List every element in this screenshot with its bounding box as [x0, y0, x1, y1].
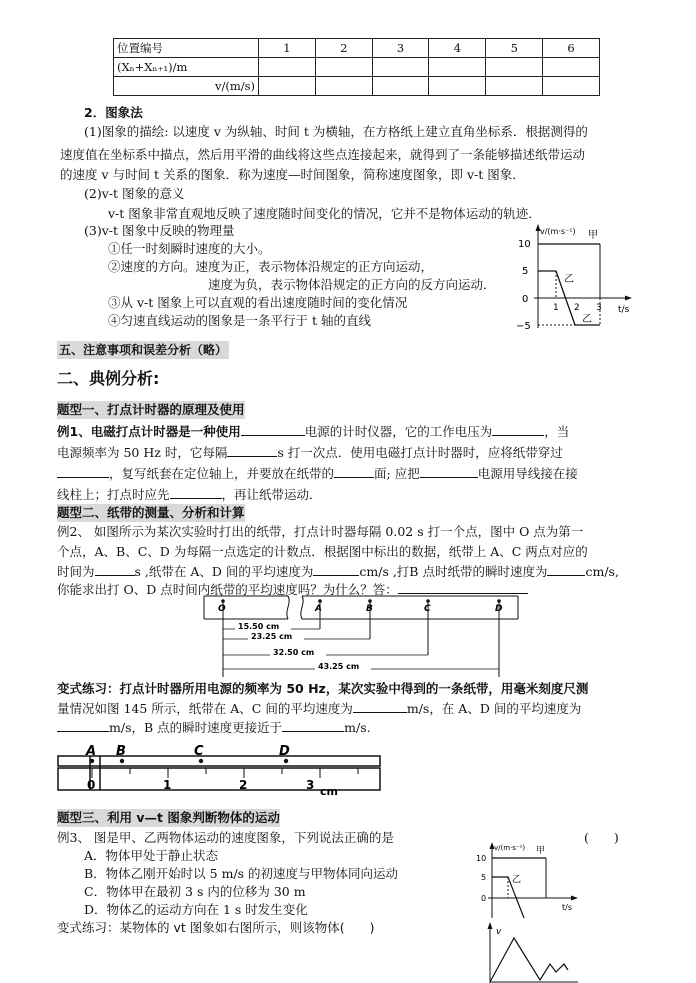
ruler-number: 3: [306, 778, 315, 792]
paragraph-line: (2)v-t 图象的意义: [84, 186, 185, 201]
ruler-unit: cm: [320, 785, 338, 798]
paragraph-line: 的速度 v 与时间 t 关系的图象．称为速度—时间图象，简称速度图象，即 v-t 图象．: [60, 167, 525, 182]
ruler-diagram: [56, 742, 386, 798]
table-row: [114, 77, 600, 96]
ruler-number: 2: [239, 778, 248, 792]
paragraph-line: 例1、电磁打点计时器是一种使用 电源的计时仪器，它的工作电压为 ，当: [57, 424, 570, 439]
x-axis-label: t/s: [562, 903, 572, 912]
list-item: ③从 v-t 图象上可以直观的看出速度随时间的变化情况: [108, 295, 408, 310]
paragraph-line: v-t 图象非常直观地反映了速度随时间变化的情况，它并不是物体运动的轨迹．: [108, 206, 541, 221]
ruler-number: 1: [163, 778, 172, 792]
table-cell: 6: [543, 39, 600, 58]
topic-title: 题型一、打点计时器的原理及使用: [57, 402, 245, 417]
option-a: A．物体甲处于静止状态: [84, 848, 219, 863]
point-label: A: [315, 604, 322, 614]
tick-label: 5: [522, 266, 529, 277]
paragraph-line: 变式练习：某物体的 vt 图象如右图所示，则该物体( ): [57, 920, 375, 935]
tick-label: 10: [518, 239, 531, 250]
distance-label: 15.50 cm: [238, 622, 280, 631]
table-cell: v/(m/s): [114, 77, 259, 96]
vt-graph-1: [508, 222, 648, 334]
paragraph-line: 线柱上；打点时应先 ，再让纸带运动．: [57, 487, 322, 502]
list-item: ②速度的方向。速度为正，表示物体沿规定的正方向运动，: [108, 259, 434, 274]
table-cell: 位置编号: [114, 39, 259, 58]
paragraph-line: 电源频率为 50 Hz 时，它每隔 s 打一次点．使用电磁打点计时器时，应将纸带穿过: [57, 445, 563, 460]
tick-label: 10: [476, 854, 487, 863]
table-cell: 3: [372, 39, 429, 58]
paragraph-line: 例2、 如图所示为某次实验时打出的纸带，打点计时器每隔 0.02 s 打一个点，图中 O 点为第一: [57, 524, 584, 539]
distance-label: 32.50 cm: [273, 648, 315, 657]
point-label: A: [86, 744, 97, 759]
paragraph-line: 变式练习：打点计时器所用电源的频率为 50 Hz，某次实验中得到的一条纸带，用毫米刻度尺测: [57, 681, 589, 696]
paragraph-line: 个点，A、B、C、D 为每隔一点选定的计数点．根据图中标出的数据，纸带上 A、C 两点对应的: [57, 544, 588, 559]
distance-label: 43.25 cm: [318, 662, 360, 671]
y-axis-label: v: [496, 927, 502, 937]
paragraph-line: 速度值在坐标系中描点，然后用平滑的曲线将这些点连接起来，就得到了一条能够描述纸带运动: [60, 147, 586, 162]
table-cell: 2: [315, 39, 372, 58]
list-item: 速度为负，表示物体沿规定的正方向的反方向运动．: [208, 277, 496, 292]
list-item: ④匀速直线运动的图象是一条平行于 t 轴的直线: [108, 313, 371, 328]
paragraph-line: m/s，B 点的瞬时速度更接近于 m/s.: [57, 718, 371, 737]
series-label: 乙: [564, 274, 574, 285]
vt-graph-2: [474, 840, 586, 920]
x-axis-label: t/s: [618, 305, 630, 315]
distance-label: 23.25 cm: [251, 632, 293, 641]
paragraph-line: 量情况如图 145 所示，纸带在 A、C 间的平均速度为 m/s，在 A、D 间的平均速度为: [57, 701, 582, 716]
tick-label: 0: [481, 894, 487, 903]
series-label: 乙: [582, 314, 592, 325]
paragraph-line: (1)图象的描绘: 以速度 v 为纵轴、时间 t 为横轴，在方格纸上建立直角坐标系．根据测得的: [84, 124, 588, 139]
tick-label: 2: [574, 303, 580, 313]
section-heading: 二、典例分析:: [57, 369, 160, 388]
paper-tape-diagram: [200, 593, 525, 677]
table-row: [114, 39, 600, 58]
list-item: ①任一时刻瞬时速度的大小。: [108, 241, 271, 256]
option-c: C．物体甲在最初 3 s 内的位移为 30 m: [84, 884, 306, 899]
section-heading: 2．图象法: [84, 105, 143, 120]
y-axis-label: v/(m·s⁻¹): [540, 227, 576, 236]
table-cell: 5: [486, 39, 543, 58]
point-label: B: [366, 604, 373, 614]
point-label: D: [279, 744, 290, 759]
y-axis-label: v/(m·s⁻¹): [494, 844, 526, 852]
point-label: C: [424, 604, 431, 614]
series-label: 甲: [588, 230, 598, 241]
option-b: B．物体乙刚开始时以 5 m/s 的初速度与甲物体同向运动: [84, 866, 399, 881]
table-row: [114, 58, 600, 77]
point-label: B: [116, 744, 126, 759]
paragraph-line: 时间为 s ,纸带在 A、D 间的平均速度为 cm/s ,打B 点时纸带的瞬时速度为 cm/s,: [57, 564, 619, 579]
position-table: [113, 38, 600, 96]
topic-title: 题型三、利用 v—t 图象判断物体的运动: [57, 810, 280, 825]
paragraph-line: (3)v-t 图象中反映的物理量: [84, 223, 235, 238]
tick-label: −5: [516, 321, 531, 332]
vt-graph-3: [474, 920, 586, 983]
table-cell: (Xₙ+Xₙ₊₁)/m: [114, 58, 259, 77]
table-cell: 1: [259, 39, 316, 58]
topic-title: 题型二、纸带的测量、分析和计算: [57, 505, 245, 520]
ruler-number: 0: [87, 778, 96, 792]
tick-label: 5: [481, 873, 487, 882]
tick-label: 0: [522, 294, 529, 305]
series-label: 乙: [512, 875, 522, 885]
section-heading: 五、注意事项和误差分析（略）: [59, 343, 228, 357]
option-d: D．物体乙的运动方向在 1 s 时发生变化: [84, 902, 308, 917]
point-label: C: [194, 744, 204, 759]
table-cell: 4: [429, 39, 486, 58]
paragraph-line: 例3、 图是甲、乙两物体运动的速度图象，下列说法正确的是: [57, 830, 394, 845]
paragraph-line: ，复写纸套在定位轴上，并要放在纸带的 面; 应把 电源用导线接在接: [57, 464, 578, 483]
point-label: O: [218, 604, 226, 614]
answer-paren: ( ): [584, 830, 619, 845]
paragraph-line: 你能求出打 O、D 点时间内纸带的平均速度吗？为什么？答：: [57, 580, 528, 599]
tick-label: 3: [596, 303, 602, 313]
tick-label: 1: [553, 303, 559, 313]
point-label: D: [495, 604, 503, 614]
series-label: 甲: [536, 846, 546, 856]
